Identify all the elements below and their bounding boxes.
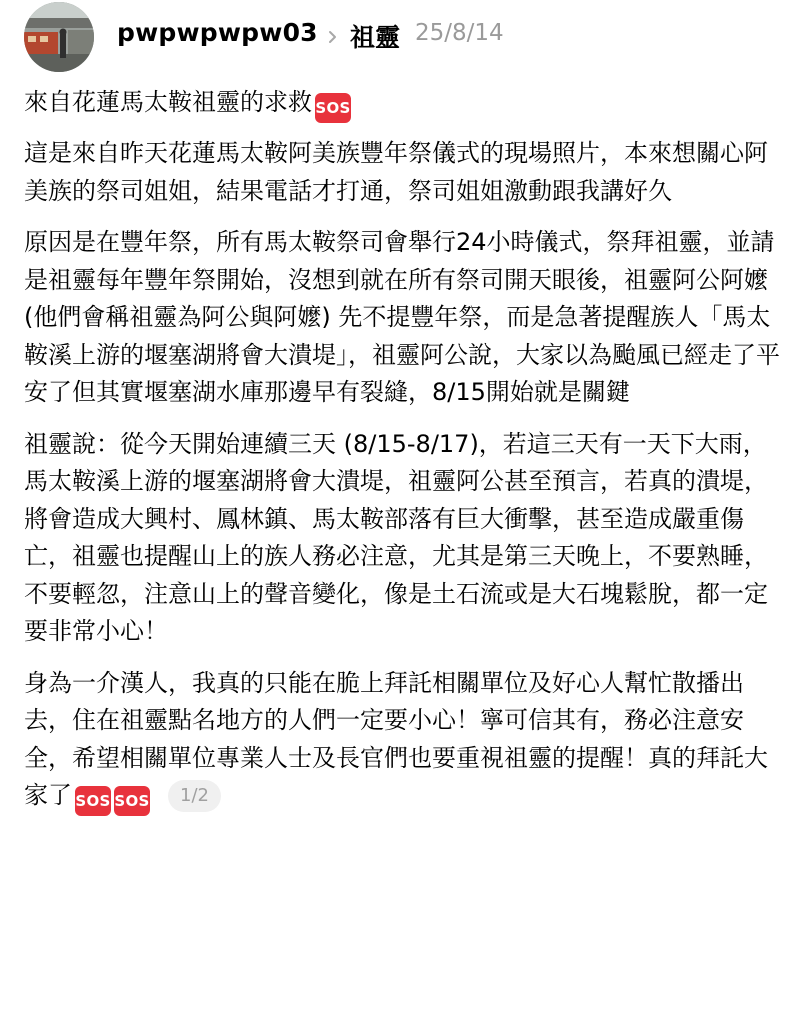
post-paragraph: 身為一介漢人，我真的只能在脆上拜託相關單位及好心人幫忙散播出去，住在祖靈點名地方的人們一定要小心！寧可信其有，務必注意安全，希望相關單位專業人士及長官們也要重視祖靈的提醒！真的拜託大家了 (24, 668, 768, 809)
avatar[interactable] (24, 2, 94, 72)
post-title-line (24, 84, 784, 123)
post-date: 25/8/14 (415, 20, 504, 46)
author-name[interactable]: pwpwpwpw03 (117, 18, 318, 47)
image-pager-indicator[interactable]: 1/2 (168, 780, 221, 812)
sos-emoji-icon: SOS (315, 93, 351, 123)
post-paragraph: 這是來自昨天花蓮馬太鞍阿美族豐年祭儀式的現場照片，本來想關心阿美族的祭司姐姐，結果電話才打通，祭司姐姐激動跟我講好久 (24, 139, 768, 205)
post-last-paragraph (24, 665, 784, 817)
post-header (0, 0, 801, 76)
topic-tag[interactable]: 祖靈 (350, 23, 401, 52)
chevron-right-icon (326, 27, 340, 47)
sos-emoji-icon: SOS (75, 786, 111, 816)
sos-emoji-icon: SOS (114, 786, 150, 816)
post-body (24, 84, 784, 830)
post-title: 來自花蓮馬太鞍祖靈的求救 (24, 88, 312, 116)
avatar-photo (24, 2, 94, 72)
post-paragraph: 原因是在豐年祭，所有馬太鞍祭司會舉行24小時儀式，祭拜祖靈，並請是祖靈每年豐年祭開始，沒想到就在所有祭司開天眼後，祖靈阿公阿嬤 (他們會稱祖靈為阿公與阿嬤) 先不提豐年祭，而是急著提醒族人「馬太鞍溪上游的堰塞湖將會大潰堤」，祖靈阿公說，大家以為颱風已經走了平安了但其實堰塞湖水庫那邊早有裂縫，8/15開始就是關鍵 (24, 228, 780, 406)
post-paragraph: 祖靈說：從今天開始連續三天 (8/15-8/17)，若這三天有一天下大雨，馬太鞍溪上游的堰塞湖將會大潰堤，祖靈阿公甚至預言，若真的潰堤，將會造成大興村、鳳林鎮、馬太鞍部落有巨大衝擊，甚至造成嚴重傷亡，祖靈也提醒山上的族人務必注意，尤其是第三天晚上，不要熟睡，不要輕忽，注意山上的聲音變化，像是土石流或是大石塊鬆脫，都一定要非常小心！ (24, 429, 768, 645)
